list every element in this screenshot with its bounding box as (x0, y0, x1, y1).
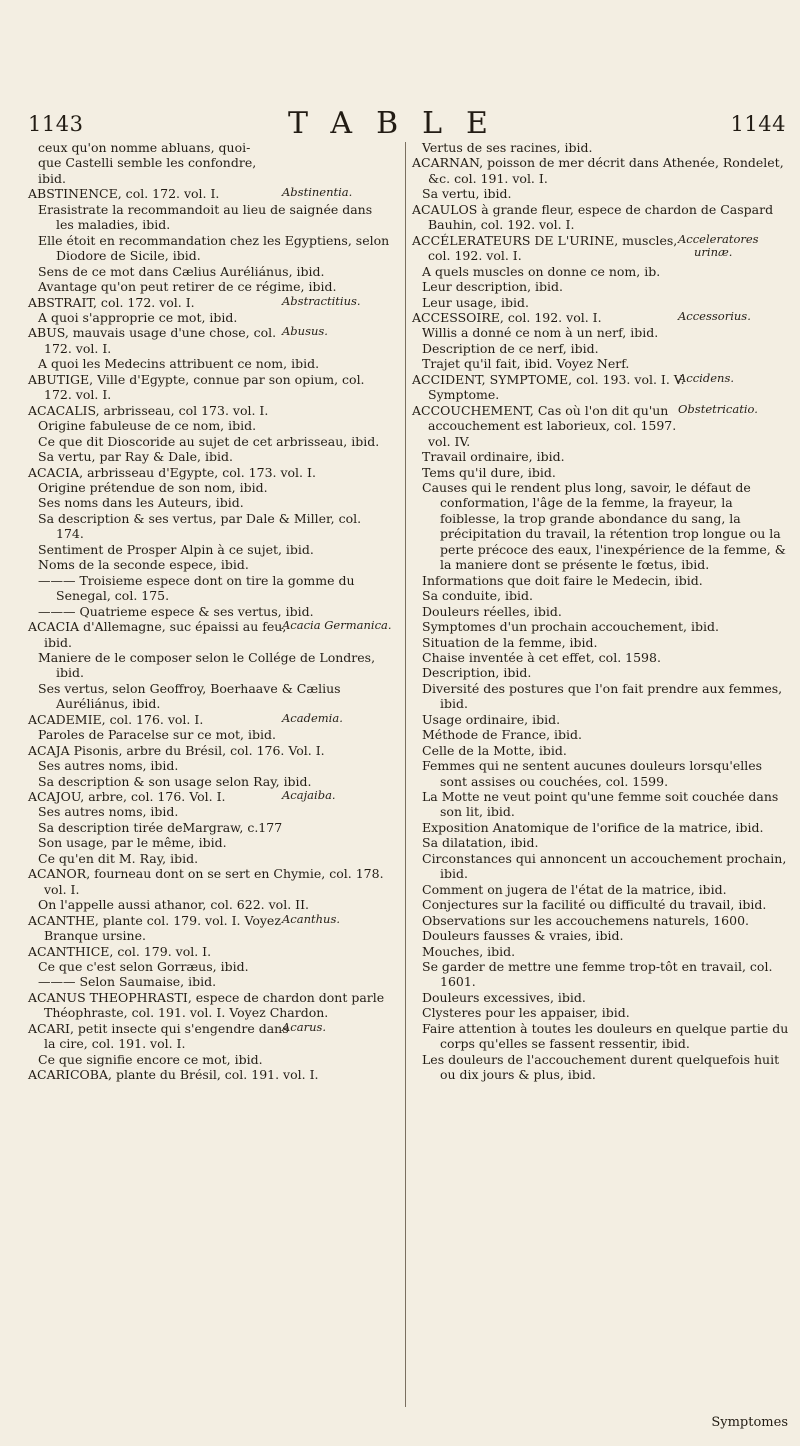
running-title: TABLE (288, 106, 512, 141)
catchword: Symptomes (711, 1415, 788, 1430)
entry-text: ACAULOS à grande fleur, espece de chardon de Caspard Bauhin, col. 192. vol. I. (412, 201, 774, 233)
page-number-left: 1143 (28, 112, 84, 136)
index-subentry (28, 604, 392, 619)
entry-text: ACARI, petit insecte qui s'engendre dans la cire, col. 191. vol. I. (28, 1020, 289, 1052)
index-subentry (412, 743, 792, 758)
index-subentry (412, 665, 792, 680)
index-subentry (412, 356, 792, 371)
index-entry (412, 310, 792, 325)
entry-text: Diversité des postures que l'on fait prendre aux femmes, ibid. (422, 680, 783, 712)
entry-text: ACCÉLERATEURS DE L'URINE, muscles, col. 192. vol. I. (412, 232, 678, 264)
index-continuation (28, 140, 392, 155)
column-divider (405, 142, 406, 1407)
entry-text: ——— Quatrieme espece & ses vertus, ibid. (38, 603, 314, 619)
margin-latin-term: Obstetricatio. (678, 401, 758, 416)
index-entry (412, 155, 792, 186)
index-subentry (412, 1005, 792, 1020)
index-subentry (412, 325, 792, 340)
entry-text: Causes qui le rendent plus long, savoir, le défaut de conformation, l'âge de la femme, la frayeur, la foiblesse, la trop grande abondance du sang, la précipitation du travail, la rétention trop longue ou la perte précoce des eaux, l'inexpérience de la femme, & la maniere dont se présente le fœtus, ibid. (422, 479, 786, 573)
index-subentry (412, 835, 792, 850)
index-entry (28, 372, 392, 403)
index-subentry (28, 279, 392, 294)
entry-text: ACADEMIE, col. 176. vol. I. (28, 711, 204, 727)
index-subentry (412, 712, 792, 727)
entry-text: Avantage qu'on peut retirer de ce régime, ibid. (38, 279, 337, 295)
index-subentry (28, 650, 392, 681)
index-subentry (28, 804, 392, 819)
margin-latin-term: Acacia Germanica. (282, 618, 392, 633)
entry-text: Sa description & son usage selon Ray, ibid. (38, 773, 312, 789)
entry-text: Sa vertu, par Ray & Dale, ibid. (38, 449, 233, 465)
entry-text: A quels muscles on donne ce nom, ib. (422, 263, 661, 279)
index-subentry (28, 758, 392, 773)
entry-text: Faire attention à toutes les douleurs en quelque partie du corps qu'elles se fassent ressentir, ibid. (422, 1020, 789, 1052)
entry-text: ACCESSOIRE, col. 192. vol. I. (412, 309, 602, 325)
index-subentry (412, 279, 792, 294)
margin-latin-term: Abstractitius. (282, 293, 361, 308)
index-entry (28, 619, 392, 650)
index-subentry (28, 480, 392, 495)
index-subentry (412, 820, 792, 835)
index-entry (412, 202, 792, 233)
index-subentry (28, 310, 392, 325)
entry-text: Méthode de France, ibid. (422, 727, 583, 743)
index-subentry (28, 959, 392, 974)
entry-text: On l'appelle aussi athanor, col. 622. vol. II. (38, 897, 309, 913)
index-subentry (28, 835, 392, 850)
entry-text: Willis a donné ce nom à un nerf, ibid. (422, 325, 659, 341)
entry-text: ACAJOU, arbre, col. 176. Vol. I. (28, 789, 226, 805)
index-subentry (412, 295, 792, 310)
margin-latin-term: Accessorius. (678, 308, 751, 323)
margin-latin-term: Acceleratores urinæ. (678, 231, 759, 259)
entry-text: Sa description tirée deMargraw, c.177 (38, 819, 283, 835)
entry-text: Description, ibid. (422, 665, 532, 681)
entry-text: Clysteres pour les appaiser, ibid. (422, 1005, 630, 1021)
index-subentry (412, 635, 792, 650)
index-subentry (412, 959, 792, 990)
index-subentry (412, 341, 792, 356)
entry-text: Situation de la femme, ibid. (422, 634, 598, 650)
index-subentry (412, 1021, 792, 1052)
entry-text: ABSTINENCE, col. 172. vol. I. (28, 186, 220, 202)
index-continuation (28, 155, 392, 170)
entry-text: Douleurs fausses & vraies, ibid. (422, 928, 624, 944)
entry-text: que Castelli semble les confondre, (38, 155, 257, 171)
index-entry (412, 403, 792, 449)
index-subentry (412, 1052, 792, 1083)
entry-text: ACANTHE, plante col. 179. vol. I. Voyez Branque ursine. (28, 912, 281, 944)
entry-text: Sa conduite, ibid. (422, 588, 533, 604)
index-subentry (28, 774, 392, 789)
entry-text: Exposition Anatomique de l'orifice de la matrice, ibid. (422, 819, 764, 835)
entry-text: Paroles de Paracelse sur ce mot, ibid. (38, 727, 276, 743)
index-subentry (28, 897, 392, 912)
entry-text: Celle de la Motte, ibid. (422, 742, 567, 758)
entry-text: Sa dilatation, ibid. (422, 835, 539, 851)
entry-text: ACACIA, arbrisseau d'Egypte, col. 173. vol. I. (28, 464, 316, 480)
index-subentry (412, 449, 792, 464)
entry-text: Vertus de ses racines, ibid. (422, 140, 593, 155)
entry-text: ——— Selon Saumaise, ibid. (38, 974, 217, 990)
entry-text: Description de ce nerf, ibid. (422, 340, 599, 356)
index-entry (28, 990, 392, 1021)
margin-latin-term: Acarus. (282, 1019, 327, 1034)
entry-text: Symptomes d'un prochain accouchement, ibid. (422, 619, 719, 635)
entry-text: ACACALIS, arbrisseau, col 173. vol. I. (28, 402, 269, 418)
entry-text: Origine fabuleuse de ce nom, ibid. (38, 418, 257, 434)
index-subentry (28, 820, 392, 835)
entry-text: ACARNAN, poisson de mer décrit dans Athenée, Rondelet, &c. col. 191. vol. I. (412, 155, 784, 186)
index-subentry (412, 465, 792, 480)
index-subentry (412, 727, 792, 742)
entry-text: Ce que dit Dioscoride au sujet de cet arbrisseau, ibid. (38, 433, 380, 449)
index-subentry (28, 202, 392, 233)
index-subentry (28, 681, 392, 712)
entry-text: Ses vertus, selon Geoffroy, Boerhaave & Cælius Auréliánus, ibid. (38, 680, 341, 712)
index-subentry (412, 928, 792, 943)
index-subentry (28, 434, 392, 449)
entry-text: Leur description, ibid. (422, 279, 564, 295)
index-entry (28, 944, 392, 959)
entry-text: La Motte ne veut point qu'une femme soit couchée dans son lit, ibid. (422, 789, 779, 820)
index-entry (28, 913, 392, 944)
entry-text: ——— Troisieme espece dont on tire la gomme du Senegal, col. 175. (38, 572, 355, 604)
entry-text: Ce que c'est selon Gorræus, ibid. (38, 959, 249, 975)
entry-text: Les douleurs de l'accouchement durent quelquefois huit ou dix jours & plus, ibid. (422, 1051, 780, 1083)
index-entry (28, 465, 392, 480)
index-subentry (28, 233, 392, 264)
index-subentry (28, 974, 392, 989)
index-subentry (28, 264, 392, 279)
left-column (28, 140, 392, 1083)
index-entry (28, 1067, 392, 1082)
entry-text: Ses noms dans les Auteurs, ibid. (38, 495, 244, 511)
index-entry (28, 866, 392, 897)
index-subentry (28, 356, 392, 371)
index-subentry (412, 619, 792, 634)
entry-text: Sa description & ses vertus, par Dale & Miller, col. 174. (38, 510, 362, 542)
entry-text: Travail ordinaire, ibid. (422, 449, 565, 465)
index-subentry (412, 897, 792, 912)
entry-text: Comment on jugera de l'état de la matrice, ibid. (422, 881, 727, 897)
entry-text: ABUS, mauvais usage d'une chose, col. 172. vol. I. (28, 325, 277, 356)
entry-text: Maniere de le composer selon le Collége de Londres, ibid. (38, 649, 376, 681)
index-continuation (28, 171, 392, 186)
entry-text: ceux qu'on nomme abluans, quoi- (38, 140, 251, 155)
index-subentry (28, 418, 392, 433)
entry-text: Circonstances qui annoncent un accouchement prochain, ibid. (422, 850, 787, 882)
index-subentry (412, 990, 792, 1005)
entry-text: ACANUS THEOPHRASTI, espece de chardon dont parle Théophraste, col. 191. vol. I. Voyez Chardon. (28, 989, 385, 1021)
entry-text: Elle étoit en recommandation chez les Egyptiens, selon Diodore de Sicile, ibid. (38, 232, 390, 264)
entry-text: Douleurs réelles, ibid. (422, 603, 562, 619)
entry-text: Femmes qui ne sentent aucunes douleurs lorsqu'elles sont assises ou couchées, col. 1599. (422, 758, 763, 789)
index-subentry (28, 511, 392, 542)
entry-text: Ses autres noms, ibid. (38, 804, 179, 820)
index-subentry (412, 944, 792, 959)
index-entry (412, 372, 792, 403)
index-entry (28, 295, 392, 310)
index-subentry (28, 851, 392, 866)
entry-text: Mouches, ibid. (422, 943, 516, 959)
index-subentry (412, 758, 792, 789)
entry-text: ABUTIGE, Ville d'Egypte, connue par son opium, col. 172. vol. I. (28, 371, 365, 403)
entry-text: Origine prétendue de son nom, ibid. (38, 479, 268, 495)
entry-text: Chaise inventée à cet effet, col. 1598. (422, 649, 661, 665)
index-continuation (412, 140, 792, 155)
margin-latin-term: Acanthus. (282, 911, 340, 926)
index-entry (28, 186, 392, 201)
index-subentry (28, 573, 392, 604)
entry-text: ibid. (38, 170, 66, 186)
margin-latin-term: Abusus. (282, 324, 328, 339)
entry-text: Sens de ce mot dans Cælius Auréliánus, ibid. (38, 263, 325, 279)
entry-text: Sentiment de Prosper Alpin à ce sujet, ibid. (38, 541, 314, 557)
entry-text: Usage ordinaire, ibid. (422, 711, 561, 727)
entry-text: A quoi s'approprie ce mot, ibid. (38, 309, 238, 325)
index-subentry (28, 495, 392, 510)
entry-text: Erasistrate la recommandoit au lieu de saignée dans les maladies, ibid. (38, 201, 373, 233)
entry-text: Ses autres noms, ibid. (38, 758, 179, 774)
index-entry (28, 789, 392, 804)
index-entry (28, 743, 392, 758)
margin-latin-term: Abstinentia. (282, 185, 353, 200)
entry-text: Sa vertu, ibid. (422, 186, 512, 202)
index-subentry (412, 573, 792, 588)
entry-text: Conjectures sur la facilité ou difficulté du travail, ibid. (422, 897, 767, 913)
index-subentry (28, 557, 392, 572)
index-subentry (28, 449, 392, 464)
margin-latin-term: Acajaiba. (282, 788, 336, 803)
right-column (412, 140, 792, 1083)
entry-text: Tems qu'il dure, ibid. (422, 464, 556, 480)
entry-text: ABSTRAIT, col. 172. vol. I. (28, 294, 195, 310)
index-subentry (28, 1052, 392, 1067)
entry-text: Informations que doit faire le Medecin, ibid. (422, 572, 703, 588)
entry-text: Ce que signifie encore ce mot, ibid. (38, 1051, 263, 1067)
entry-text: Se garder de mettre une femme trop-tôt en travail, col. 1601. (422, 959, 773, 990)
index-subentry (412, 681, 792, 712)
index-subentry (412, 604, 792, 619)
entry-text: A quoi les Medecins attribuent ce nom, ibid. (38, 356, 320, 372)
entry-text: ACAJA Pisonis, arbre du Brésil, col. 176. Vol. I. (28, 742, 325, 758)
index-subentry (412, 851, 792, 882)
index-subentry (412, 480, 792, 573)
entry-text: ACANTHICE, col. 179. vol. I. (28, 943, 212, 959)
index-subentry (412, 650, 792, 665)
index-entry (28, 403, 392, 418)
entry-text: Noms de la seconde espece, ibid. (38, 557, 249, 573)
entry-text: Observations sur les accouchemens naturels, 1600. (422, 912, 749, 928)
entry-text: ACACIA d'Allemagne, suc épaissi au feu, ibid. (28, 619, 287, 650)
entry-text: Leur usage, ibid. (422, 294, 529, 310)
index-subentry (412, 789, 792, 820)
entry-text: Trajet qu'il fait, ibid. Voyez Nerf. (422, 356, 630, 372)
index-subentry (412, 186, 792, 201)
index-subentry (28, 727, 392, 742)
index-entry (412, 233, 792, 264)
entry-text: Ce qu'en dit M. Ray, ibid. (38, 850, 199, 866)
entry-text: Son usage, par le même, ibid. (38, 835, 227, 851)
entry-text: ACCOUCHEMENT, Cas où l'on dit qu'un accouchement est laborieux, col. 1597. vol. IV. (412, 402, 677, 449)
index-subentry (28, 542, 392, 557)
entry-text: ACCIDENT, SYMPTOME, col. 193. vol. I. V. Symptome. (412, 371, 685, 403)
index-subentry (412, 264, 792, 279)
index-subentry (412, 588, 792, 603)
index-subentry (412, 913, 792, 928)
margin-latin-term: Accidens. (678, 370, 734, 385)
index-entry (28, 325, 392, 356)
index-entry (28, 1021, 392, 1052)
entry-text: ACARICOBA, plante du Brésil, col. 191. vol. I. (28, 1067, 319, 1083)
page-number-right: 1144 (730, 112, 786, 136)
margin-latin-term: Academia. (282, 710, 343, 725)
index-entry (28, 712, 392, 727)
index-subentry (412, 882, 792, 897)
entry-text: Douleurs excessives, ibid. (422, 989, 586, 1005)
entry-text: ACANOR, fourneau dont on se sert en Chymie, col. 178. vol. I. (28, 866, 384, 897)
